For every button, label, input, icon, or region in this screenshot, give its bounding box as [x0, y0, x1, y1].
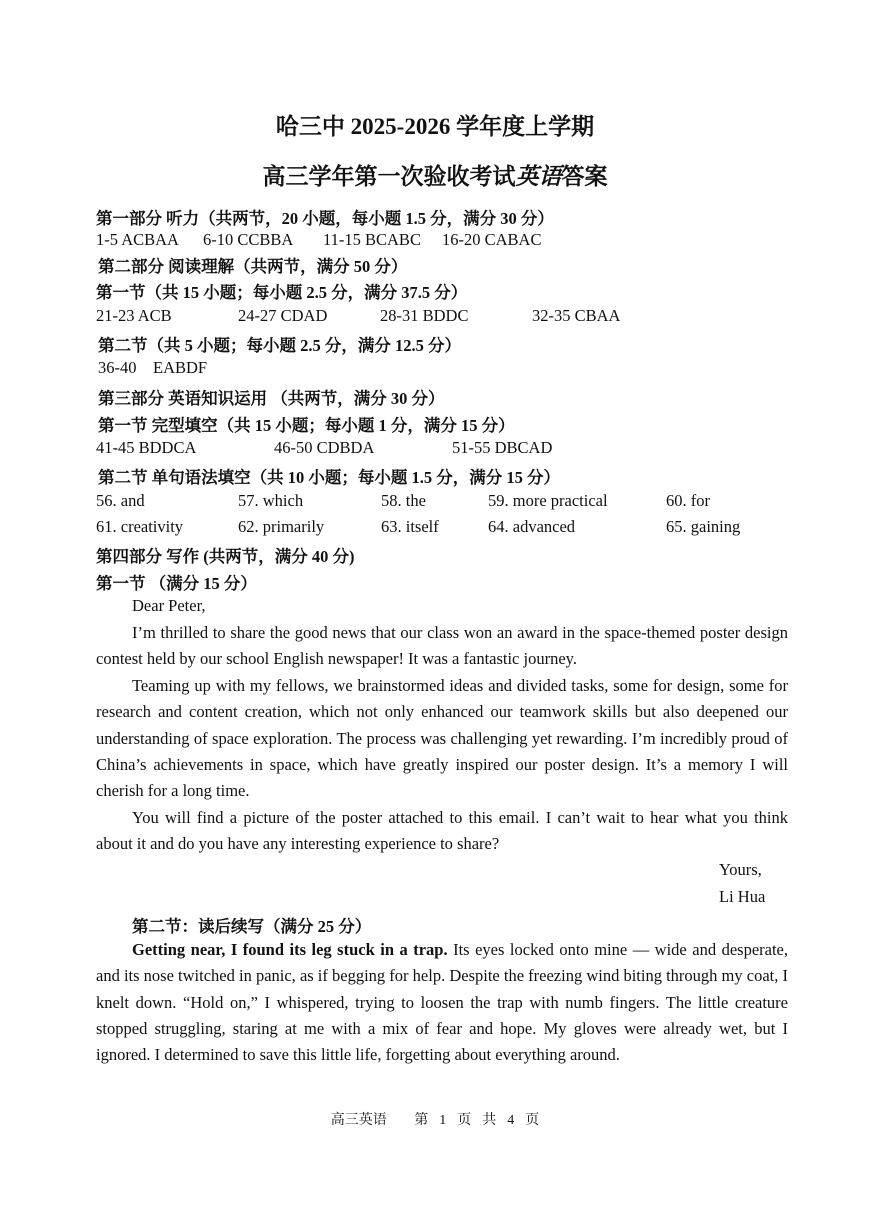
letter-paragraph-1: I’m thrilled to share the good news that our class won an award in the space-themed poster design contest held by our school English newspaper! It was a fantastic journey.: [96, 623, 788, 669]
grammar-answer: 64. advanced: [488, 517, 576, 536]
grammar-answer: 62. primarily: [238, 517, 325, 536]
part2-section2-answers: 36-40 EABDF: [98, 358, 208, 377]
grammar-answer: 59. more practical: [488, 491, 608, 510]
part1-heading: 第一部分 听力（共两节，20 小题，每小题 1.5 分，满分 30 分）: [96, 209, 554, 228]
part4-section2-heading: 第二节：读后续写（满分 25 分）: [132, 917, 372, 936]
answer-group: 11-15 BCABC: [323, 230, 421, 249]
continuation-paragraph: [96, 937, 788, 1068]
letter-paragraph-2: Teaming up with my fellows, we brainstormed ideas and divided tasks, some for design, some for research and content creation, which not only enhanced our teamwork skills but also deepened our understanding of space exploration. The process was challenging yet rewarding. I’m incredibly proud of China’s achievements in space, which have greatly inspired our poster design. It’s a memory I will cherish for a long time.: [96, 676, 788, 801]
answer-group: 21-23 ACB: [96, 306, 172, 325]
answer-group: 41-45 BDDCA: [96, 438, 197, 457]
title-subject: 英语: [515, 164, 562, 189]
document-title-line1: 哈三中 2025-2026 学年度上学期: [275, 114, 595, 139]
grammar-answer: 61. creativity: [96, 517, 184, 536]
part4-section1-heading: 第一节 （满分 15 分）: [96, 574, 257, 593]
letter-signature: Li Hua: [719, 887, 766, 906]
part2-heading: 第二部分 阅读理解（共两节，满分 50 分）: [98, 257, 408, 276]
answer-group: 28-31 BDDC: [380, 306, 469, 325]
grammar-answer: 63. itself: [381, 517, 439, 536]
answer-group: 1-5 ACBAA: [96, 230, 179, 249]
part2-section2-heading: 第二节（共 5 小题；每小题 2.5 分，满分 12.5 分）: [98, 336, 461, 355]
answer-group: 32-35 CBAA: [532, 306, 621, 325]
grammar-answer: 58. the: [381, 491, 426, 510]
answer-group: 24-27 CDAD: [238, 306, 328, 325]
part4-heading: 第四部分 写作 (共两节，满分 40 分): [96, 547, 355, 566]
answer-group: 46-50 CDBDA: [274, 438, 375, 457]
part2-section1-heading: 第一节（共 15 小题；每小题 2.5 分，满分 37.5 分）: [96, 283, 468, 302]
grammar-answer: 56. and: [96, 491, 145, 510]
part3-section1-heading: 第一节 完型填空（共 15 小题；每小题 1 分，满分 15 分）: [98, 416, 515, 435]
letter-closing: Yours,: [719, 860, 762, 879]
continuation-lead-sentence: Getting near, I found its leg stuck in a trap.: [132, 940, 448, 959]
grammar-answer: 65. gaining: [666, 517, 741, 536]
title-prefix: 高三学年第一次验收考试: [262, 164, 516, 189]
part3-section2-heading: 第二节 单句语法填空（共 10 小题；每小题 1.5 分，满分 15 分）: [98, 468, 560, 487]
answer-group: 51-55 DBCAD: [452, 438, 553, 457]
part3-heading: 第三部分 英语知识运用 （共两节，满分 30 分）: [98, 389, 445, 408]
grammar-answer: 60. for: [666, 491, 710, 510]
letter-salutation: Dear Peter,: [132, 596, 206, 615]
answer-group: 16-20 CABAC: [442, 230, 542, 249]
letter-paragraph-3: You will find a picture of the poster attached to this email. I can’t wait to hear what you think about it and do you have any interesting experience to share?: [96, 808, 788, 854]
document-title-line2: [0, 158, 870, 191]
grammar-answer: 57. which: [238, 491, 304, 510]
title-suffix: 答案: [561, 164, 608, 189]
answer-group: 6-10 CCBBA: [203, 230, 294, 249]
page-footer: 高三英语 第 1 页 共 4 页: [330, 1113, 540, 1128]
continuation-body: Its eyes locked onto mine — wide and desperate, and its nose twitched in panic, as if begging for help. Despite the freezing wind biting through my coat, I knelt down. “Hold on,” I whispered, trying to loosen the trap with numb fingers. The little creature stopped struggling, staring at me with a mix of fear and hope. My gloves were already wet, but I ignored. I determined to save this little life, forgetting about everything around.: [96, 940, 788, 1065]
